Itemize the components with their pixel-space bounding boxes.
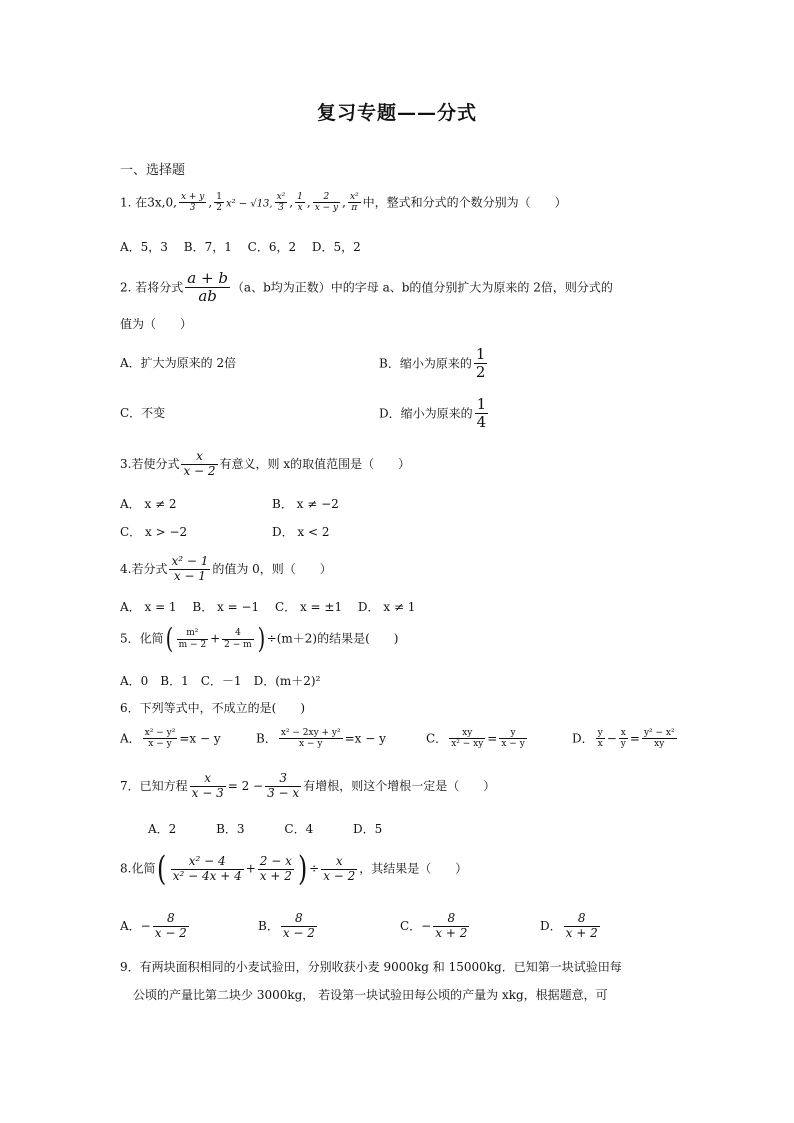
q4-options: A． x = 1 B． x = −1 C． x = ±1 D． x ≠ 1: [120, 600, 416, 614]
q1-fraction-1: $\frac{x + y}{3}$: [180, 192, 205, 214]
q1-options: A．5，3 B．7，1 C．6，2 D．5，2: [120, 240, 361, 254]
q1-fraction-3: $\frac{\text{x²}}{3}$: [276, 192, 286, 214]
q4-fraction: $\frac{\text{x² − 1}}{x - 1}$: [171, 554, 209, 583]
q5-options: A．0 B．1 C．－1 D．(m＋2)²: [120, 674, 321, 688]
question-3: 3.若使分式 $\frac{x}{x - 2}$ 有意义，则 x的取值范围是（ ）: [120, 449, 411, 478]
q8-option-c: C．− $\frac{8}{x + 2}$: [400, 911, 468, 940]
page-title: 复习专题——分式: [316, 102, 477, 124]
q3-option-c: C． x > −2: [120, 525, 188, 539]
q2-fraction: $\frac{a + b}{ab}$: [187, 269, 228, 306]
q5-fraction-2: $\frac{4}{2 - m}$: [224, 628, 252, 650]
q6-option-c: C． $\frac{xy}{\text{x² − xy}}$ = $\frac{y}{x - y}$: [426, 728, 525, 750]
q1-fraction-5: $\frac{2}{x - y}$: [314, 192, 339, 214]
question-7: 7．已知方程 $\frac{x}{x - 3}$ = 2 − $\frac{3}{3 - x}$ 有增根，则这个增根一定是（ ）: [120, 771, 496, 800]
q3-option-b: B． x ≠ −2: [272, 497, 339, 511]
q5-fraction-1: $\frac{\text{m²}}{m - 2}$: [178, 628, 207, 650]
q2-option-d: D．缩小为原来的 $\frac{1}{4}$: [379, 395, 487, 432]
q7-fraction-1: $\frac{x}{x - 3}$: [191, 771, 224, 800]
q2-option-c: C．不变: [120, 406, 166, 420]
question-9-line-2: 公顷的产量比第二块少 3000kg， 若设第一块试验田每公顷的产量为 xkg，根据题意，可: [133, 988, 608, 1002]
q1-prefix: 1. 在3x,0,: [120, 195, 177, 210]
question-5: 5．化简( $\frac{\text{m²}}{m - 2}$ + $\frac{4}{2 - m}$ ) ÷(m＋2)的结果是( ): [120, 622, 399, 655]
q8-option-b: B． $\frac{8}{x - 2}$: [258, 911, 315, 940]
q6-option-a: A． $\frac{\text{x² − y²}}{x - y}$ =x − y: [120, 728, 221, 750]
q8-fraction-2: $\frac{2 - x}{x + 2}$: [259, 853, 292, 883]
q6-option-d: D． $\frac{y}{x}$ − $\frac{x}{y}$ = $\frac{\text{y² − x²}}{xy}$: [572, 728, 675, 750]
question-2: [120, 270, 613, 306]
q1-suffix: 中，整式和分式的个数分别为（ ）: [362, 195, 567, 210]
q2-suffix: （a、b均为正数）中的字母 a、b的值分别扩大为原来的 2倍，则分式的: [231, 280, 613, 295]
q1-fraction-6: $\frac{\text{x²}}{\pi}$: [349, 192, 359, 214]
q8-option-d: D． $\frac{8}{x + 2}$: [540, 911, 598, 940]
q6-option-b: B． $\frac{\text{x² − 2xy + y²}}{x - y}$ =x − y: [256, 728, 386, 750]
q3-option-d: D． x < 2: [272, 525, 330, 539]
section-heading: 一、选择题: [120, 163, 186, 178]
q7-options: A．2 B．3 C．4 D．5: [148, 822, 383, 836]
q8-fraction-3: $\frac{x}{x - 2}$: [323, 853, 356, 883]
q7-fraction-2: $\frac{3}{3 - x}$: [267, 771, 300, 800]
q8-option-a: A．− $\frac{8}{x - 2}$: [120, 911, 187, 940]
q3-option-a: A． x ≠ 2: [120, 497, 177, 511]
question-8: 8.化简( $\frac{\text{x² − 4}}{\text{x² − 4x + 4}}$ + $\frac{2 - x}{x + 2}$ ) ÷ $\frac{x}{x - 2}$ ，其结果是（ ）: [120, 849, 468, 889]
q1-fraction-4: $\frac{1}{x}$: [297, 192, 303, 214]
question-6: 6．下列等式中，不成立的是( ): [120, 701, 305, 715]
question-1: 1. 在3x,0, $\frac{x + y}{3}$ , $\frac{1}{2}$ x² − √13, $\frac{\text{x²}}{3}$ , $\frac{1}{x}$ , $\frac{2}{x - y}$ , $\frac{\text{x²}}{\pi}$ 中，整式和分式的个数分别为（ ）: [120, 192, 567, 214]
q1-fraction-2: $\frac{1}{2}$: [216, 192, 222, 214]
q8-fraction-1: $\frac{\text{x² − 4}}{\text{x² − 4x + 4}}$: [172, 853, 242, 883]
q2-option-b: B．缩小为原来的 $\frac{1}{2}$: [379, 345, 486, 382]
question-4: 4.若分式 $\frac{\text{x² − 1}}{x - 1}$ 的值为 0，则（ ）: [120, 554, 332, 583]
question-9-line-1: 9．有两块面积相同的小麦试验田，分别收获小麦 9000kg 和 15000kg．已知第一块试验田每: [120, 960, 622, 974]
q2-option-a: A．扩大为原来的 2倍: [120, 356, 237, 370]
q3-fraction: $\frac{x}{x - 2}$: [183, 449, 216, 478]
q2-line2: 值为（ ）: [120, 317, 193, 331]
q2-prefix: 2. 若将分式: [120, 280, 184, 295]
